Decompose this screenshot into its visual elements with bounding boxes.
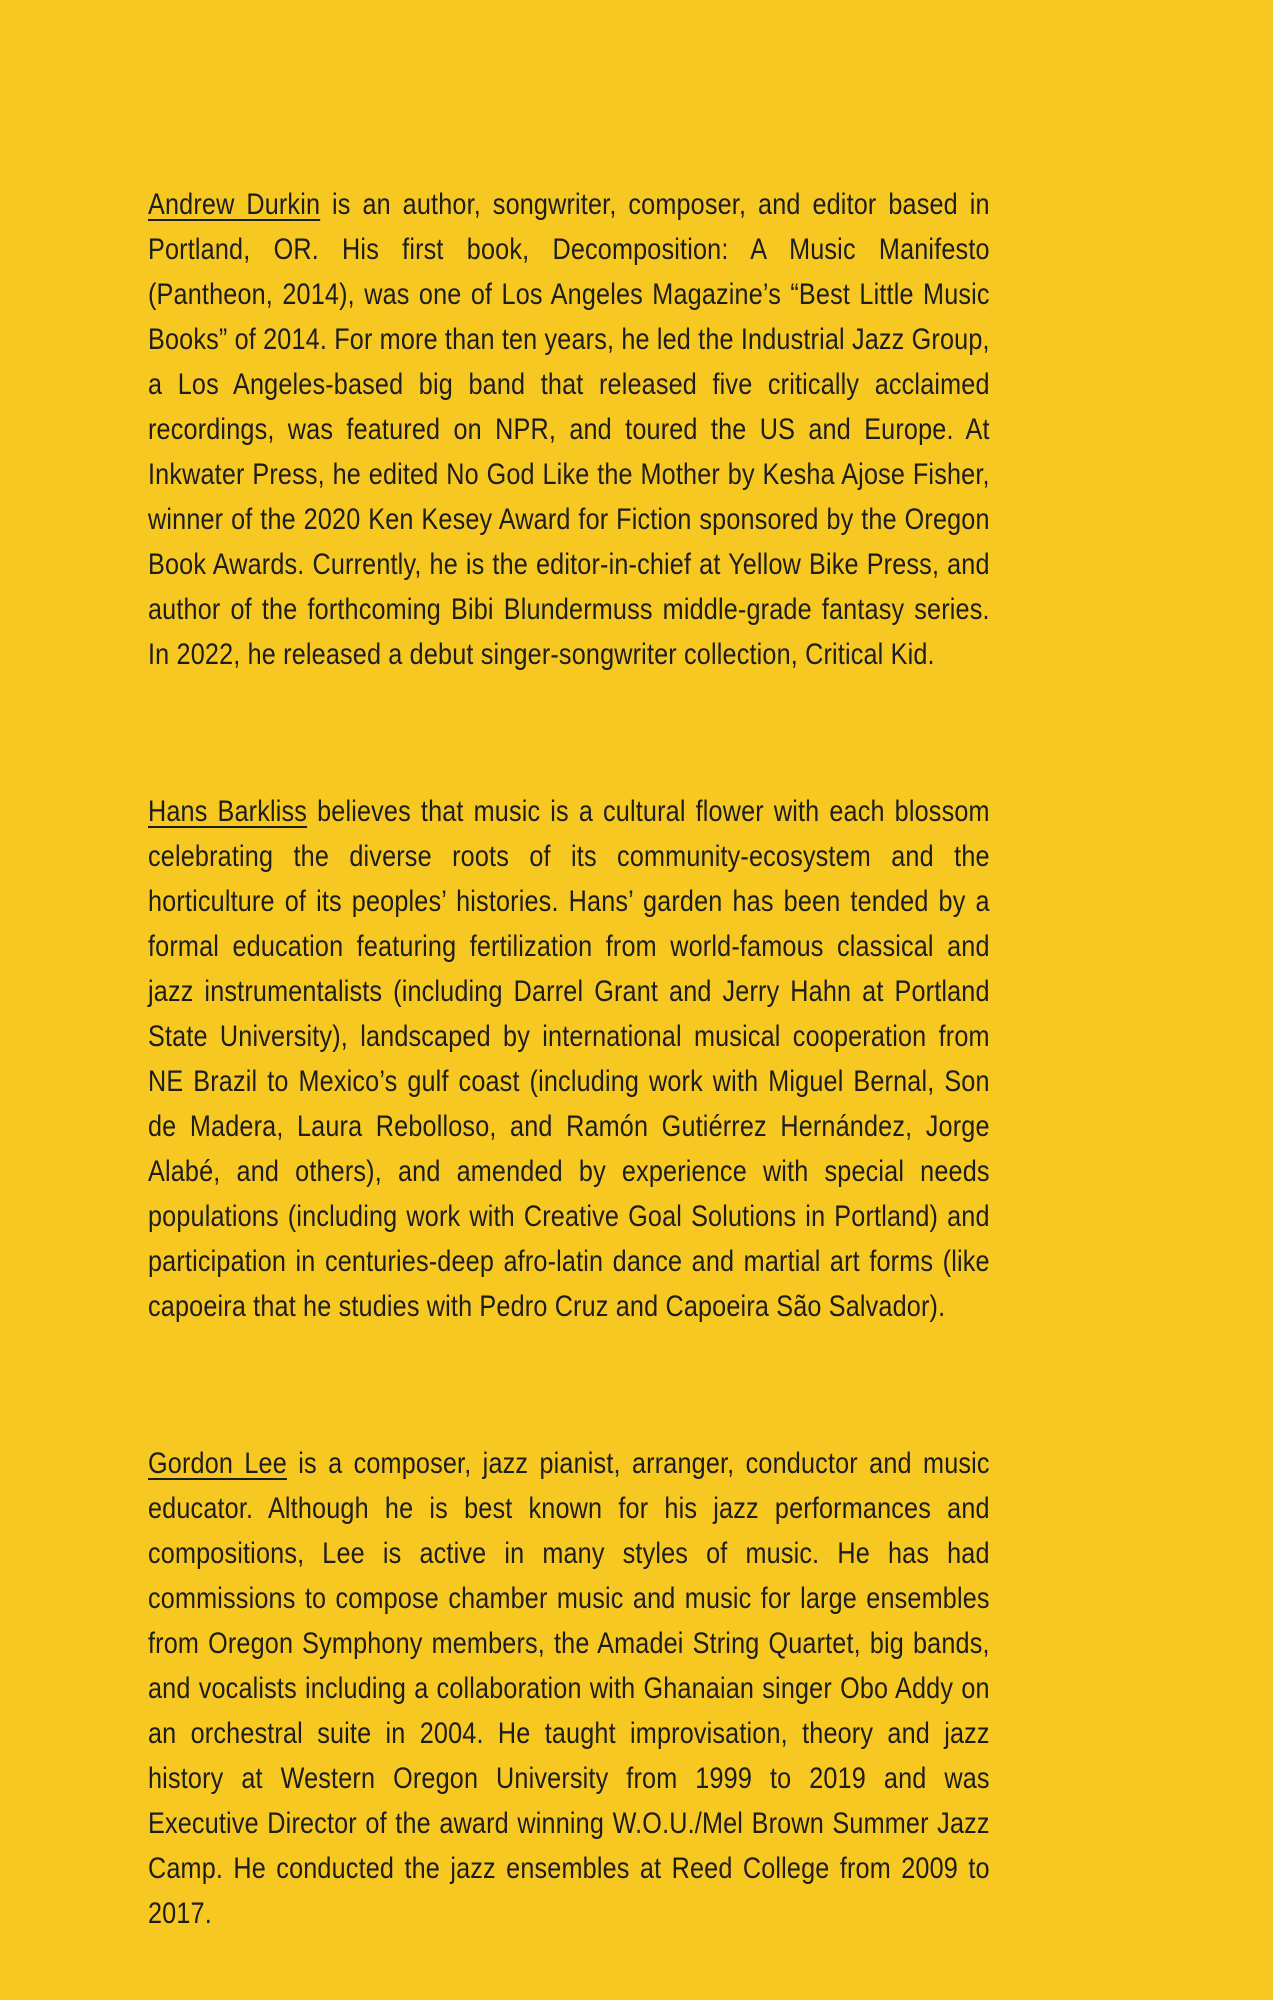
- bio-name-link-hans-barkliss[interactable]: Hans Barkliss: [148, 795, 308, 828]
- bio-name-link-gordon-lee[interactable]: Gordon Lee: [148, 1447, 287, 1480]
- bio-text-andrew-durkin: is an author, songwriter, composer, and editor based in Portland, OR. His first book, Decomposition: A Music Manifesto (Pantheon, 2014), was one of Los Angeles Magazine’s “Best Little Music Books” of 2014. For more than ten years, he led the Industrial Jazz Group, a Los Angeles-based big band that released five critically acclaimed recordings, was featured on NPR, and toured the US and Europe. At Inkwater Press, he edited No God Like the Mother by Kesha Ajose Fisher, winner of the 2020 Ken Kesey Award for Fiction sponsored by the Oregon Book Awards. Currently, he is the editor-in-chief at Yellow Bike Press, and author of the forthcoming Bibi Blundermuss middle-grade fantasy series. In 2022, he released a debut singer-songwriter collection, Critical Kid.: [148, 188, 990, 671]
- bio-paragraph-andrew-durkin: [148, 182, 990, 677]
- bio-paragraph-hans-barkliss: [148, 789, 990, 1329]
- bio-text-hans-barkliss: believes that music is a cultural flower with each blossom celebrating the diverse roots of its community-ecosystem and the horticulture of its peoples’ histories. Hans’ garden has been tended by a formal education featuring fertilization from world-famous classical and jazz instrumentalists (including Darrel Grant and Jerry Hahn at Portland State University), landscaped by international musical cooperation from NE Brazil to Mexico’s gulf coast (including work with Miguel Bernal, Son de Madera, Laura Rebolloso, and Ramón Gutiérrez Hernández, Jorge Alabé, and others), and amended by experience with special needs populations (including work with Creative Goal Solutions in Portland) and participation in centuries-deep afro-latin dance and martial art forms (like capoeira that he studies with Pedro Cruz and Capoeira São Salvador).: [148, 795, 990, 1323]
- bio-text-gordon-lee: is a composer, jazz pianist, arranger, conductor and music educator. Although he is best known for his jazz performances and compositions, Lee is active in many styles of music. He has had commissions to compose chamber music and music for large ensembles from Oregon Symphony members, the Amadei String Quartet, big bands, and vocalists including a collaboration with Ghanaian singer Obo Addy on an orchestral suite in 2004. He taught improvisation, theory and jazz history at Western Oregon University from 1999 to 2019 and was Executive Director of the award winning W.O.U./Mel Brown Summer Jazz Camp. He conducted the jazz ensembles at Reed College from 2009 to 2017.: [148, 1447, 990, 1930]
- bio-name-link-andrew-durkin[interactable]: Andrew Durkin: [148, 188, 321, 221]
- bios-section: [148, 182, 990, 1936]
- bio-paragraph-gordon-lee: [148, 1441, 990, 1936]
